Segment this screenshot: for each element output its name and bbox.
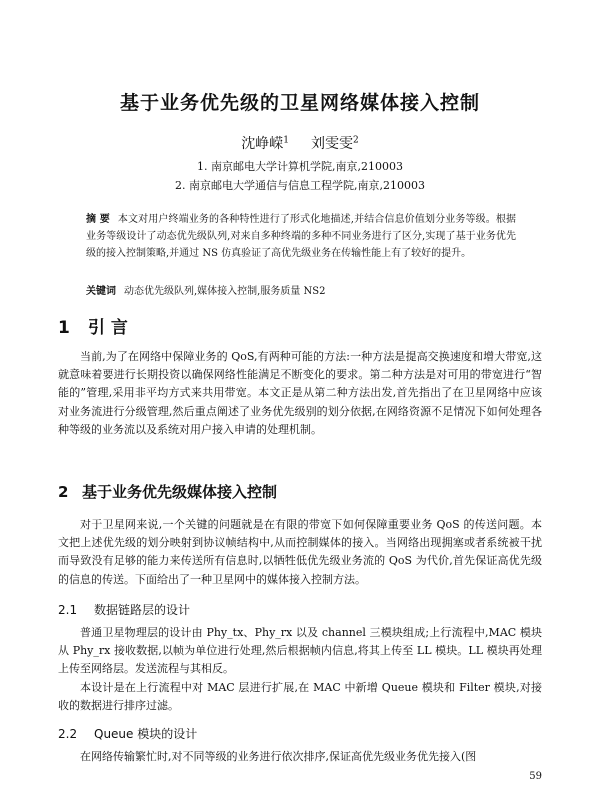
- subsection-number: 2.2: [58, 727, 78, 741]
- author-name: 沈峥嵘: [241, 136, 284, 152]
- section-heading: [58, 481, 277, 502]
- abstract-label: 摘 要: [86, 214, 110, 225]
- abstract-text: 本文对用户终端业务的各种特性进行了形式化地描述,并结合信息价值划分业务等级。根据业务等级设计了动态优先级队列,对来自多种终端的多种不同业务进行了区分,实现了基于业务优先级的接入控制策略,并通过 NS 仿真验证了高优先级业务在传输性能上有了较好的提升。: [86, 214, 517, 259]
- subsection-heading: [58, 601, 190, 618]
- author-line: [0, 133, 600, 153]
- paragraph: 对于卫星网来说,一个关键的问题就是在有限的带宽下如何保障重要业务 QoS 的传送问题。本文把上述优先级的划分映射到协议帧结构中,从而控制媒体的接入。当网络出现拥塞或者系统被干扰而导致没有足够的能力来传送所有信息时,以牺牲低优先级业务流的 QoS 为代价,首先保证高优先级的信息的传送。下面给出了一种卫星网中的媒体接入控制方法。: [58, 518, 542, 586]
- section-number: 2: [58, 483, 69, 501]
- author-name: 刘雯雯: [311, 136, 353, 152]
- section-title: 引 言: [88, 318, 128, 338]
- affiliation: 2. 南京邮电大学通信与信息工程学院,南京,210003: [175, 179, 425, 192]
- subsection-heading: [58, 725, 197, 742]
- author-affiliation-mark: 1: [283, 135, 289, 146]
- section-body: [58, 348, 542, 439]
- section-body: [58, 516, 542, 589]
- affiliation: 1. 南京邮电大学计算机学院,南京,210003: [197, 160, 403, 173]
- subsection-title: Queue 模块的设计: [94, 727, 198, 741]
- paper-title: 基于业务优先级的卫星网络媒体接入控制: [119, 92, 480, 114]
- paragraph: 普通卫星物理层的设计由 Phy_tx、Phy_rx 以及 channel 三模块组成;上行流程中,MAC 模块从 Phy_rx 接收数据,以帧为单位进行处理,然后根据帧内信息,将其上传至 LL 模块。LL 模块再处理上传至网络层。发送流程与其相反。: [58, 626, 542, 676]
- subsection-body: [58, 748, 542, 766]
- keywords-label: 关键词: [86, 286, 116, 297]
- section-number: 1: [58, 318, 70, 338]
- subsection-number: 2.1: [58, 603, 78, 617]
- author-affiliation-mark: 2: [353, 135, 359, 146]
- paragraph: 在网络传输繁忙时,对不同等级的业务进行依次排序,保证高优先级业务优先接入(图: [80, 750, 477, 763]
- subsection-title: 数据链路层的设计: [94, 603, 191, 617]
- keywords: [86, 283, 516, 300]
- abstract: [86, 211, 516, 262]
- paragraph: 当前,为了在网络中保障业务的 QoS,有两种可能的方法:一种方法是提高交换速度和增大带宽,这就意味着要进行长期投资以确保网络性能满足不断变化的要求。第二种方法是对可用的带宽进行“智能的”管理,采用非平均方式来共用带宽。本文正是从第二种方法出发,首先指出了在卫星网络中应该对业务流进行分级管理,然后重点阐述了业务优先级别的划分依据,在网络资源不足情况下如何处理各种等级的业务流以及系统对用户接入申请的处理机制。: [58, 350, 542, 436]
- section-title: 基于业务优先级媒体接入控制: [82, 483, 278, 501]
- page-number: 59: [529, 771, 542, 782]
- section-heading: [58, 313, 128, 338]
- subsection-body: [58, 624, 542, 715]
- keywords-text: 动态优先级队列,媒体接入控制,服务质量 NS2: [124, 286, 326, 297]
- paragraph: 本设计是在上行流程中对 MAC 层进行扩展,在 MAC 中新增 Queue 模块和 Filter 模块,对接收的数据进行排序过滤。: [58, 680, 542, 712]
